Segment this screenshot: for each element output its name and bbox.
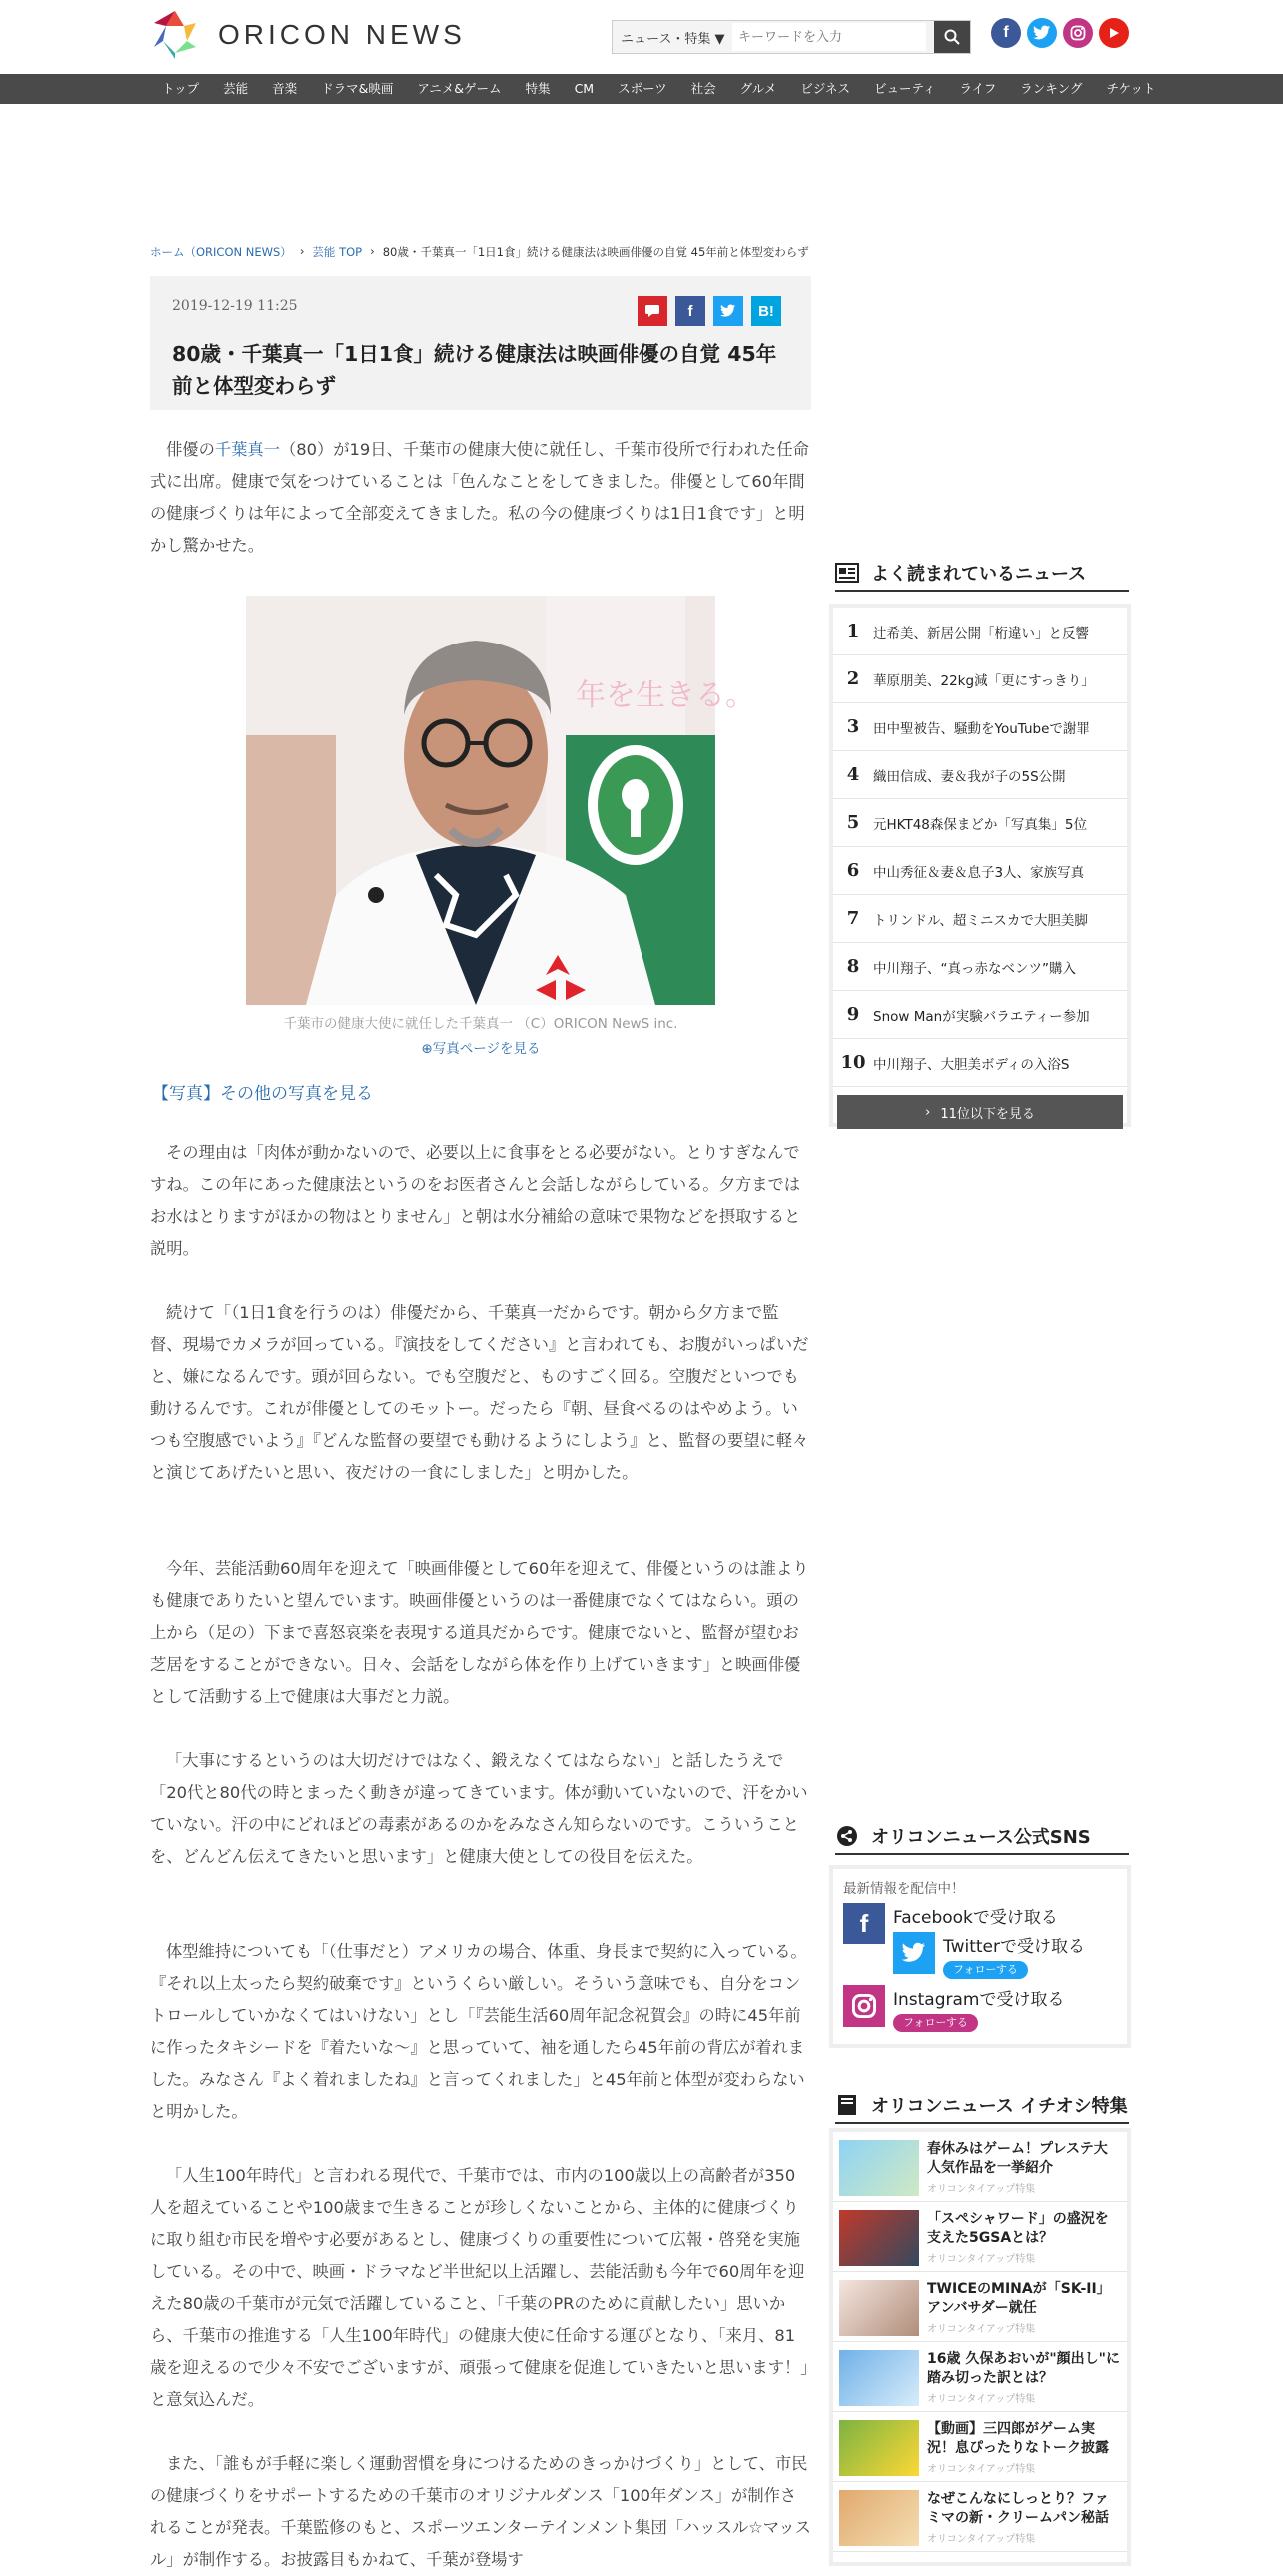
feature-thumbnail xyxy=(839,2490,919,2546)
nav-item-beauty[interactable]: ビューティ xyxy=(874,81,936,96)
nav-item-drama-movie[interactable]: ドラマ&映画 xyxy=(321,81,394,96)
feature-headline: 「スペシャワード」の盛況を支えた5GSAとは？ xyxy=(927,2211,1109,2246)
share-buttons xyxy=(638,296,781,326)
divider xyxy=(835,590,1129,592)
nav-item-top[interactable]: トップ xyxy=(162,81,200,96)
photo-page-link-label: 写真ページを見る xyxy=(432,1041,541,1057)
search-bar xyxy=(612,20,971,54)
zoom-icon: ⊕ xyxy=(421,1041,433,1057)
rank-headline: トリンドル、超ミニスカで大胆美脚 xyxy=(873,912,1088,929)
rank-number: 8 xyxy=(846,956,860,977)
article-paragraph: 体型維持についても「（仕事だと）アメリカの場合、体重、身長まで契約に入っている。『それ以上太ったら契約破棄です』というくらい厳しい。そういう意味でも、自分をコントロールしていかなくてはいけない」とし「『芸能生活60周年記念祝賀会』の時に45年前に作ったタキシードを『着たいな～』と思っていて、袖を通したら45年前の背広が着れました。みなさん『よく着れましたね』と言ってくれました」と45年前と体型が変わらないと明かした。 xyxy=(150,1942,807,2121)
ranking-item[interactable] xyxy=(833,847,1127,895)
rank-headline: 中山秀征＆妻＆息子3人、家族写真 xyxy=(873,864,1085,881)
feature-label: オリコンタイアップ特集 xyxy=(927,2394,1036,2405)
social-links xyxy=(991,18,1129,48)
feature-label: オリコンタイアップ特集 xyxy=(927,2534,1036,2545)
rank-number: 3 xyxy=(846,716,860,737)
rank-number: 5 xyxy=(846,812,860,833)
facebook-icon: f xyxy=(843,1903,885,1944)
ranking-item[interactable] xyxy=(833,703,1127,751)
main-nav xyxy=(0,74,1283,104)
ranking-item[interactable] xyxy=(833,991,1127,1039)
hatena-bookmark-icon[interactable]: B! xyxy=(751,296,781,326)
sns-title-label: オリコンニュース公式SNS xyxy=(871,1827,1091,1848)
ranking-item[interactable] xyxy=(833,751,1127,799)
article-title: 80歳・千葉真一「1日1食」続ける健康法は映画俳優の自覚 45年前と体型変わらず xyxy=(172,342,777,398)
article-paragraph: 「大事にするというのは大切だけではなく、鍛えなくてはならない」と話したうえで「20代と80代の時とまったく動きが違ってきています。体が動いていないので、汗をかいていない。汗の中にどれほどの毒素があるのかをみなさん知らないのです。こういうことを、どんどん伝えてきたいと思います」と健康大使としての役目を伝えた。 xyxy=(150,1751,808,1866)
share-icon xyxy=(835,1825,859,1847)
sns-instagram[interactable] xyxy=(843,1985,1117,2032)
nav-item-gourmet[interactable]: グルメ xyxy=(739,81,777,96)
lead-text-pre: 俳優の xyxy=(166,440,215,459)
breadcrumb-home[interactable]: ホーム（ORICON NEWS） xyxy=(150,245,292,259)
nav-item-life[interactable]: ライフ xyxy=(959,81,997,96)
feature-headline: なぜこんなにしっとり？ファミマの新・クリームパン秘話 xyxy=(927,2491,1109,2526)
ranking-list xyxy=(829,604,1131,1127)
feature-item[interactable] xyxy=(833,2342,1127,2412)
breadcrumb-current: 80歳・千葉真一「1日1食」続ける健康法は映画俳優の自覚 45年前と体型変わらず xyxy=(382,245,809,259)
nav-item-sports[interactable]: スポーツ xyxy=(618,81,667,96)
instagram-icon xyxy=(843,1985,885,2027)
ranking-more-button[interactable] xyxy=(837,1095,1123,1129)
feature-item[interactable] xyxy=(833,2272,1127,2342)
feature-headline: 16歳 久保あおいが"顔出し"に踏み切った訳とは？ xyxy=(927,2351,1120,2386)
svg-text:年を生きる。: 年を生きる。 xyxy=(576,678,755,713)
chevron-right-icon: › xyxy=(299,244,305,258)
article-photo[interactable] xyxy=(246,596,755,1005)
sns-box xyxy=(829,1865,1131,2048)
photo-caption: 千葉市の健康大使に就任した千葉真一 （C）ORICON NewS inc. xyxy=(283,1016,678,1032)
instagram-follow-button[interactable]: フォローする xyxy=(893,2014,978,2032)
divider xyxy=(835,1853,1129,1855)
search-button[interactable] xyxy=(934,21,970,53)
ranking-item[interactable] xyxy=(833,943,1127,991)
nav-item-music[interactable]: 音楽 xyxy=(272,81,298,96)
divider xyxy=(835,2122,1129,2124)
feature-item[interactable] xyxy=(833,2482,1127,2552)
photo-page-link[interactable] xyxy=(150,1037,811,1057)
breadcrumb xyxy=(150,244,809,260)
rank-number: 1 xyxy=(846,621,860,642)
rank-headline: 田中聖被告、騒動をYouTubeで謝罪 xyxy=(873,720,1090,737)
nav-item-feature[interactable]: 特集 xyxy=(525,81,551,96)
twitter-share-icon[interactable] xyxy=(713,296,743,326)
nav-item-anime-game[interactable]: アニメ&ゲーム xyxy=(417,81,502,96)
ranking-title-label: よく読まれているニュース xyxy=(871,564,1087,585)
rank-headline: 辻希美、新居公開「桁違い」と反響 xyxy=(873,625,1089,642)
lead-text-post: （80）が19日、千葉市の健康大使に就任し、千葉市役所で行われた任命式に出席。健康で気をつけていることは「色んなことをしてきました。俳優として60年間の健康づくりは年によって全部変えてきました。私の今の健康づくりは1日1食です」と明かし驚かせた。 xyxy=(150,440,809,555)
feature-list xyxy=(829,2128,1131,2566)
feature-item[interactable] xyxy=(833,2132,1127,2202)
feature-headline: 【動画】三四郎がゲーム実況！息ぴったりなトーク披露 xyxy=(927,2421,1109,2456)
article-paragraph: その理由は「肉体が動かないので、必要以上に食事をとる必要がない。とりすぎなんですね。この年にあった健康法というのをお医者さんと会話しながらしている。夕方まではお水はとりますがほかの物はとりません」と朝は水分補給の意味で果物などを摂取すると説明。 xyxy=(150,1143,801,1258)
article-paragraph: 続けて「（1日1食を行うのは）俳優だから、千葉真一だからです。朝から夕方まで監督、現場でカメラが回っている。『演技をしてください』と言われても、お腹がいっぱいだと、嫌になるんです。頭が回らない。でも空腹だと、ものすごく回る。空腹だといつでも動けるんです。これが俳優としてのモットー。だったら『朝、昼食べるのはやめよう。いつも空腹感でいよう』『どんな監督の要望でも動けるようにしよう』と、監督の要望に軽々と演じてあげたいと思い、夜だけの一食にしました」と明かした。 xyxy=(150,1303,809,1482)
feature-item[interactable] xyxy=(833,2412,1127,2482)
ranking-title xyxy=(835,560,1086,586)
ranking-item[interactable] xyxy=(833,1039,1127,1087)
article-photo-image xyxy=(246,596,755,1005)
feature-title xyxy=(835,2092,1128,2118)
feature-thumbnail xyxy=(839,2280,919,2336)
oricon-logo-icon xyxy=(150,10,200,60)
ranking-more-label: 11位以下を見る xyxy=(940,1106,1035,1122)
breadcrumb-section[interactable]: 芸能 TOP xyxy=(312,245,363,259)
nav-item-entertainment[interactable]: 芸能 xyxy=(223,81,249,96)
article-paragraph: 「人生100年時代」と言われる現代で、千葉市では、市内の100歳以上の高齢者が350人を超えていることや100歳まで生きることが珍しくないことから、主体的に健康づくりに取り組む市民を増やす必要があるとし、健康づくりの重要性について広報・啓発を実施している。その中で、映画・ドラマなど半世紀以上活躍し、芸能活動も今年で60周年を迎えた80歳の千葉市が元気で活躍していること、「千葉のPRのために貢献したい」思いから、千葉市の推進する「人生100年時代」の健康大使に任命する運びとなり、「来月、81歳を迎えるので少々不安でございますが、頑張って健康を促進していきたいと思います！」と意気込んだ。 xyxy=(150,2166,809,2409)
facebook-label: Facebookで受け取る xyxy=(893,1908,1058,1928)
book-icon xyxy=(835,2094,859,2116)
chevron-right-icon: › xyxy=(370,244,375,258)
sns-twitter[interactable] xyxy=(893,1932,1117,1979)
search-input[interactable] xyxy=(732,23,926,51)
feature-title-label: オリコンニュース イチオシ特集 xyxy=(871,2096,1128,2117)
feature-headline: 春休みはゲーム！プレステ大人気作品を一挙紹介 xyxy=(927,2141,1108,2176)
feature-thumbnail xyxy=(839,2210,919,2266)
rank-headline: 織田信成、妻＆我が子の5S公開 xyxy=(873,768,1066,785)
article-paragraph: また、「誰もが手軽に楽しく運動習慣を身につけるためのきっかけづくり」として、市民の健康づくりをサポートするための千葉市のオリジナルダンス「100年ダンス」が制作されることが発表。千葉監修のもと、スポーツエンターテインメント集団「ハッスル☆マッスル」が制作する。お披露目もかねて、千葉が登場す xyxy=(150,2454,811,2569)
sns-title xyxy=(835,1823,1091,1849)
feature-item[interactable] xyxy=(833,2202,1127,2272)
rank-headline: 中川翔子、“真っ赤なベンツ”購入 xyxy=(873,960,1076,977)
instagram-icon[interactable] xyxy=(1063,18,1093,48)
feature-thumbnail xyxy=(839,2420,919,2476)
feature-headline: TWICEのMINAが「SK-II」アンバサダー就任 xyxy=(927,2281,1111,2316)
facebook-share-icon[interactable]: f xyxy=(675,296,705,326)
more-photos-link[interactable]: 【写真】その他の写真を見る xyxy=(152,1084,373,1104)
rank-headline: 元HKT48森保まどか「写真集」5位 xyxy=(873,816,1087,833)
feature-label: オリコンタイアップ特集 xyxy=(927,2254,1036,2265)
twitter-icon[interactable] xyxy=(1027,18,1057,48)
sns-lead: 最新情報を配信中！ xyxy=(843,1881,965,1897)
comment-share-icon[interactable] xyxy=(638,296,667,326)
article-header xyxy=(150,276,811,410)
feature-label: オリコンタイアップ特集 xyxy=(927,2324,1036,2335)
person-link[interactable]: 千葉真一 xyxy=(214,440,280,459)
rank-number: 9 xyxy=(846,1004,860,1025)
rank-number: 10 xyxy=(840,1052,866,1073)
article-date: 2019-12-19 11:25 xyxy=(172,298,298,314)
nav-item-ticket[interactable]: チケット xyxy=(1106,81,1156,96)
feature-label: オリコンタイアップ特集 xyxy=(927,2464,1036,2475)
chevron-right-icon: › xyxy=(925,1104,931,1120)
twitter-label: Twitterで受け取る xyxy=(943,1937,1085,1957)
feature-label: オリコンタイアップ特集 xyxy=(927,2184,1036,2195)
site-header xyxy=(0,0,1283,74)
twitter-icon xyxy=(893,1932,935,1974)
rank-number: 2 xyxy=(846,668,860,689)
ranking-item[interactable] xyxy=(833,895,1127,943)
youtube-icon[interactable] xyxy=(1099,18,1129,48)
rank-headline: Snow Manが実験バラエティー参加 xyxy=(873,1008,1090,1025)
instagram-label: Instagramで受け取る xyxy=(893,1990,1065,2010)
oricon-logo[interactable] xyxy=(150,10,466,60)
search-icon xyxy=(944,29,960,45)
ranking-item[interactable] xyxy=(833,608,1127,655)
nav-item-ranking[interactable]: ランキング xyxy=(1020,81,1083,96)
nav-item-cm[interactable]: CM xyxy=(574,81,595,96)
rank-number: 4 xyxy=(846,764,860,785)
ranking-item[interactable] xyxy=(833,799,1127,847)
facebook-icon[interactable]: f xyxy=(991,18,1021,48)
nav-item-business[interactable]: ビジネス xyxy=(800,81,851,96)
rank-headline: 華原朋美、22kg減「更にすっきり」 xyxy=(873,672,1095,689)
rank-number: 6 xyxy=(846,860,860,881)
search-category-select[interactable]: ニュース・特集 ▼ xyxy=(621,31,725,47)
newspaper-icon xyxy=(835,562,859,584)
feature-thumbnail xyxy=(839,2350,919,2406)
nav-item-society[interactable]: 社会 xyxy=(690,81,716,96)
rank-headline: 中川翔子、大胆美ボディの入浴S xyxy=(873,1056,1070,1073)
article-lead xyxy=(150,434,811,562)
rank-number: 7 xyxy=(846,908,860,929)
feature-thumbnail xyxy=(839,2140,919,2196)
ranking-item[interactable] xyxy=(833,655,1127,703)
logo-text: ORICON NEWS xyxy=(218,19,466,50)
article-paragraph: 今年、芸能活動60周年を迎えて「映画俳優として60年を迎えて、俳優というのは誰よりも健康でありたいと望んでいます。映画俳優というのは一番健康でなくてはならい。頭の上から（足の）下まで喜怒哀楽を表現する道具だからです。健康でないと、監督が望むお芝居をすることができない。日々、会話をしながら体を作り上げていきます」と映画俳優として活動する上で健康は大事だと力説。 xyxy=(150,1559,809,1706)
twitter-follow-button[interactable]: フォローする xyxy=(943,1961,1028,1979)
